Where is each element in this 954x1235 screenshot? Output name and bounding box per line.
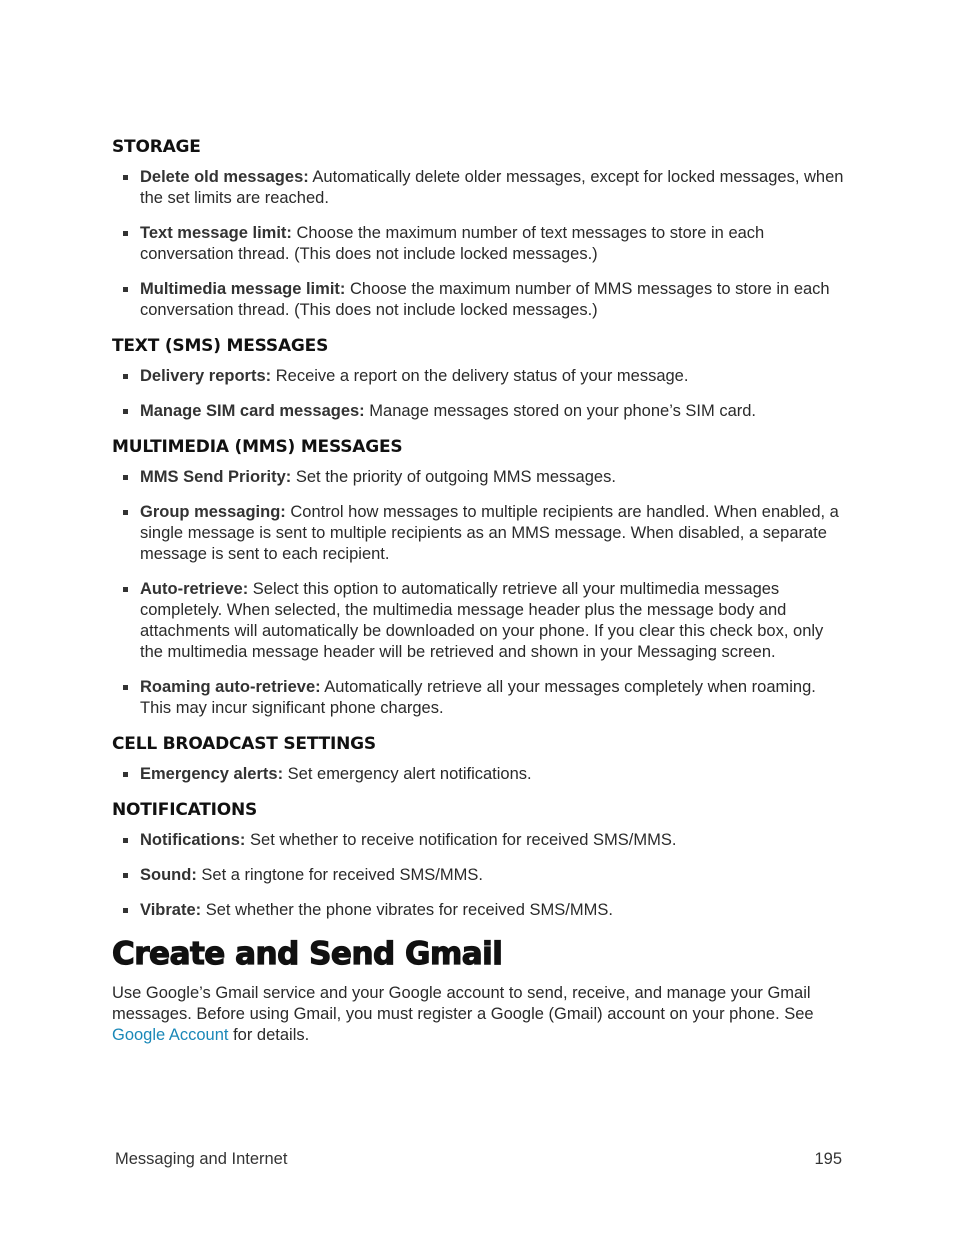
list-item	[112, 830, 847, 851]
google-account-link[interactable]: Google Account	[112, 1026, 229, 1044]
bullet-list	[112, 167, 847, 321]
bullet-list	[112, 764, 847, 785]
bullet-list	[112, 467, 847, 719]
bullet-list	[112, 830, 847, 921]
item-text: Choose the maximum number of text messages to store in each conversation thread. (This does not include locked messages.)	[140, 224, 765, 263]
section-heading: TEXT (SMS) MESSAGES	[112, 336, 329, 356]
section-storage	[112, 136, 847, 321]
item-term: Roaming auto-retrieve:	[140, 678, 321, 696]
item-text: Set emergency alert notifications.	[283, 765, 532, 783]
list-item	[112, 279, 847, 321]
item-text: Set a ringtone for received SMS/MMS.	[196, 866, 483, 884]
page-content	[112, 136, 847, 1046]
item-term: Emergency alerts:	[140, 765, 284, 783]
square-bullet-icon	[123, 587, 128, 592]
item-text: Automatically retrieve all your messages completely when roaming. This may incur significant phone charges.	[140, 678, 816, 717]
item-text: Control how messages to multiple recipients are handled. When enabled, a single message is sent to multiple recipients as an MMS message. When disabled, a separate message is sent to each recipient.	[140, 503, 839, 563]
item-text: Set whether the phone vibrates for received SMS/MMS.	[201, 901, 613, 919]
list-item	[112, 167, 847, 209]
list-item	[112, 677, 847, 719]
list-item	[112, 467, 847, 488]
item-term: MMS Send Priority:	[140, 468, 292, 486]
item-text: Set whether to receive notification for received SMS/MMS.	[245, 831, 677, 849]
list-item	[112, 865, 847, 886]
list-item	[112, 579, 847, 663]
intro-text-end: for details.	[228, 1026, 310, 1044]
item-term: Delete old messages:	[140, 168, 309, 186]
square-bullet-icon	[123, 374, 128, 379]
square-bullet-icon	[123, 873, 128, 878]
square-bullet-icon	[123, 175, 128, 180]
item-text: Set the priority of outgoing MMS messages.	[291, 468, 616, 486]
square-bullet-icon	[123, 231, 128, 236]
page-number: 195	[814, 1150, 842, 1168]
list-item	[112, 366, 847, 387]
square-bullet-icon	[123, 838, 128, 843]
square-bullet-icon	[123, 287, 128, 292]
section-heading: MULTIMEDIA (MMS) MESSAGES	[112, 437, 403, 457]
list-item	[112, 502, 847, 565]
square-bullet-icon	[123, 685, 128, 690]
item-text: Manage messages stored on your phone’s SIM card.	[364, 402, 757, 420]
item-term: Auto-retrieve:	[140, 580, 249, 598]
item-term: Vibrate:	[140, 901, 202, 919]
square-bullet-icon	[123, 510, 128, 515]
section-heading: NOTIFICATIONS	[112, 800, 258, 820]
item-text: Select this option to automatically retrieve all your multimedia messages completely. When selected, the multimedia message header plus the message body and attachments will automatically be downloaded on your phone. If you clear this check box, only the multimedia message header will be retrieved and shown in your Messaging screen.	[140, 580, 824, 661]
section-heading: CELL BROADCAST SETTINGS	[112, 734, 376, 754]
item-term: Group messaging:	[140, 503, 286, 521]
square-bullet-icon	[123, 908, 128, 913]
item-text: Automatically delete older messages, except for locked messages, when the set limits are reached.	[140, 168, 844, 207]
section-multimedia-messages	[112, 436, 847, 719]
section-cell-broadcast	[112, 733, 847, 785]
footer-chapter: Messaging and Internet	[115, 1150, 288, 1168]
intro-text: Use Google’s Gmail service and your Google account to send, receive, and manage your Gmail messages. Before using Gmail, you must register a Google (Gmail) account on your phone. See	[112, 984, 814, 1023]
bullet-list	[112, 366, 847, 422]
square-bullet-icon	[123, 475, 128, 480]
item-term: Notifications:	[140, 831, 246, 849]
page-footer	[115, 1150, 842, 1169]
item-term: Multimedia message limit:	[140, 280, 346, 298]
item-term: Delivery reports:	[140, 367, 272, 385]
item-text: Receive a report on the delivery status of your message.	[271, 367, 689, 385]
list-item	[112, 900, 847, 921]
square-bullet-icon	[123, 409, 128, 414]
list-item	[112, 401, 847, 422]
section-text-messages	[112, 335, 847, 422]
item-term: Text message limit:	[140, 224, 292, 242]
section-notifications	[112, 799, 847, 921]
item-term: Sound:	[140, 866, 197, 884]
section-heading: STORAGE	[112, 137, 201, 157]
list-item	[112, 223, 847, 265]
main-heading: Create and Send Gmail	[112, 936, 503, 972]
item-text: Choose the maximum number of MMS messages to store in each conversation thread. (This does not include locked messages.)	[140, 280, 830, 319]
square-bullet-icon	[123, 772, 128, 777]
intro-paragraph	[112, 983, 847, 1046]
item-term: Manage SIM card messages:	[140, 402, 365, 420]
list-item	[112, 764, 847, 785]
